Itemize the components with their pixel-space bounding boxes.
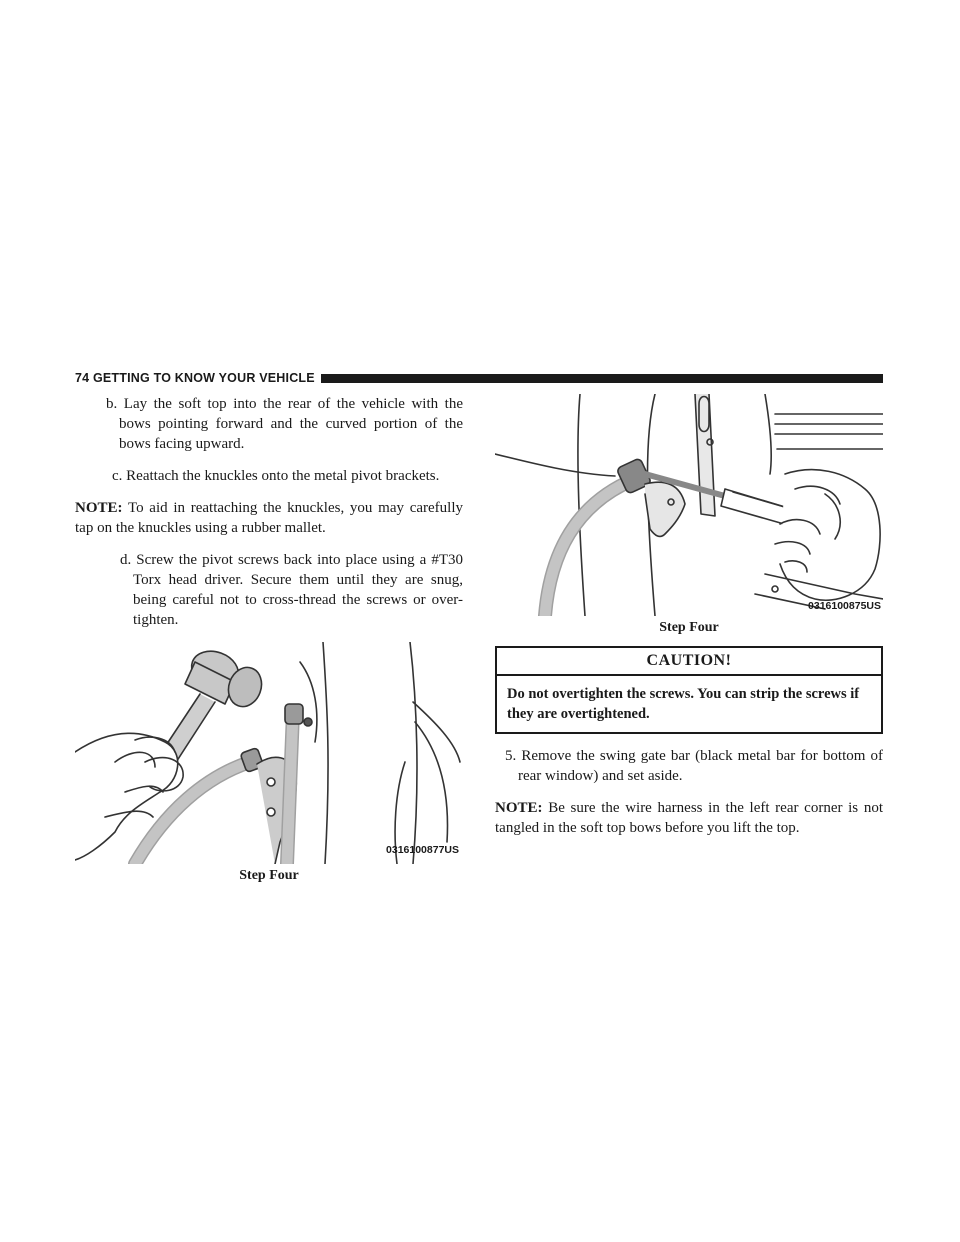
caution-body: Do not overtighten the screws. You can strip the screws if they are overtightened.	[507, 686, 860, 722]
step-d-text: d. Screw the pivot screws back into place using a #T30 Torx head driver. Secure them until they are snug, being careful not to cross-thread the screws or over-tighten.	[120, 552, 463, 628]
figure-caption: Step Four	[659, 620, 719, 635]
note-paragraph	[495, 798, 883, 838]
note-paragraph	[75, 498, 463, 538]
step-5-text: 5. Remove the swing gate bar (black metal bar for bottom of rear window) and set aside.	[505, 748, 883, 784]
header-rule	[321, 374, 883, 383]
figure-step-four-screwdriver	[495, 394, 883, 636]
note-text: Be sure the wire harness in the left rear corner is not tangled in the soft top bows before you lift the top.	[495, 800, 883, 836]
mallet-illustration	[75, 642, 463, 864]
right-column	[495, 394, 883, 850]
screwdriver-illustration	[495, 394, 883, 616]
step-b-text: b. Lay the soft top into the rear of the vehicle with the bows pointing forward and the curved portion of the bows facing upward.	[106, 396, 463, 452]
figure-caption: Step Four	[239, 868, 299, 883]
figure-code: 0316100877US	[386, 844, 459, 856]
left-column	[75, 394, 463, 884]
note-label: NOTE:	[495, 800, 543, 816]
figure-step-four-mallet	[75, 642, 463, 884]
note-text: To aid in reattaching the knuckles, you may carefully tap on the knuckles using a rubber mallet.	[75, 500, 463, 536]
page-header	[75, 370, 883, 386]
figure-code: 0316100875US	[808, 600, 881, 612]
note-label: NOTE:	[75, 500, 123, 516]
step-c-text: c. Reattach the knuckles onto the metal pivot brackets.	[112, 468, 440, 484]
page-header-title: 74 GETTING TO KNOW YOUR VEHICLE	[75, 371, 315, 385]
caution-box	[495, 646, 883, 734]
caution-title: CAUTION!	[497, 648, 881, 676]
